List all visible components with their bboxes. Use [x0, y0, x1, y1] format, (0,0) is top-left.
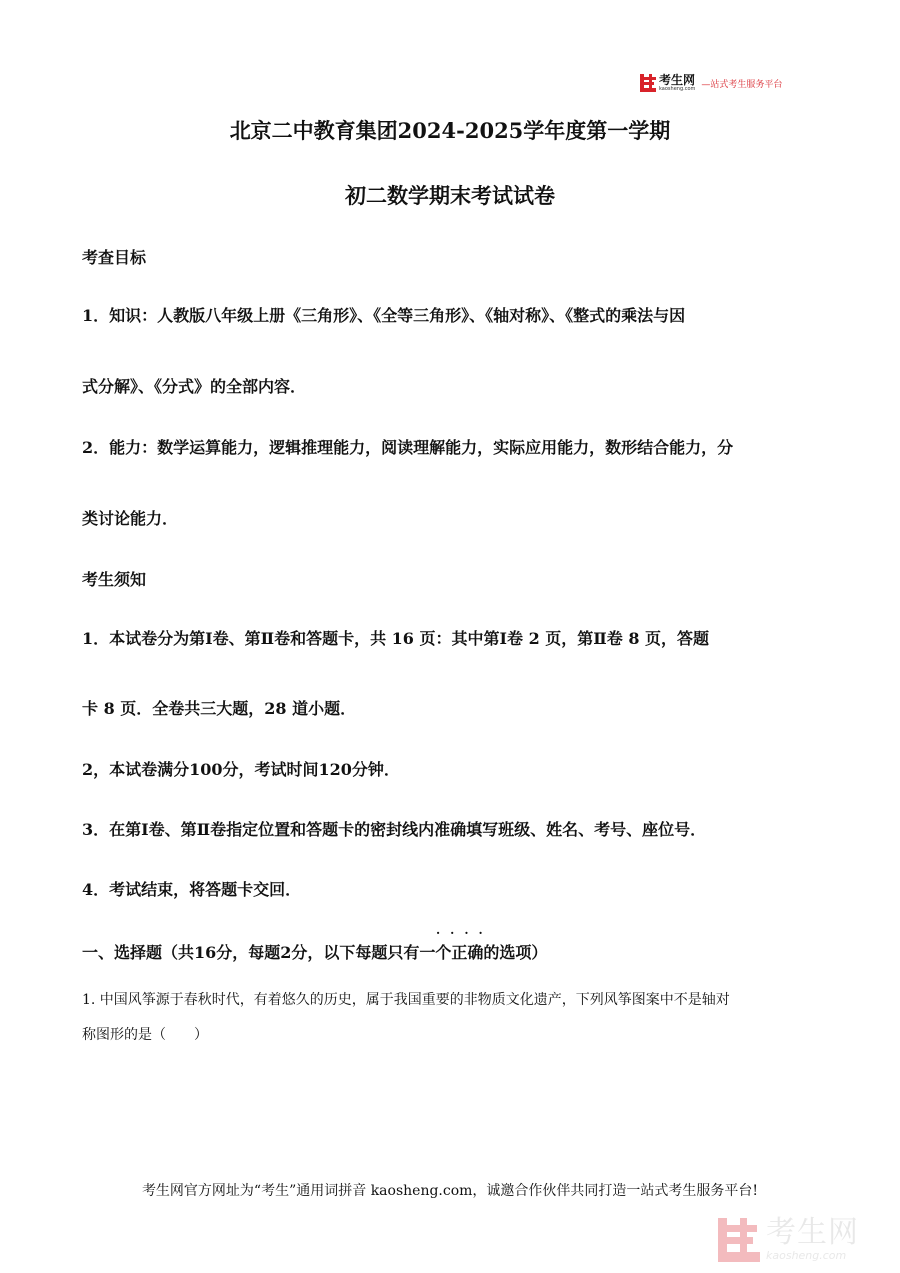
- logo-slogan: —站式考生服务平台: [701, 79, 783, 90]
- header-logo: [640, 72, 782, 94]
- watermark: [718, 1215, 859, 1262]
- watermark-name: 考生网: [766, 1215, 859, 1250]
- logo-name: 考生网: [659, 73, 696, 87]
- objective-item-1b: 式分解》、《分式》的全部内容．: [82, 377, 307, 396]
- watermark-logo-icon: [718, 1218, 760, 1262]
- notice-item-4: 4．考试结束，将答题卡交回．: [82, 880, 302, 899]
- objective-item-1a: 1．知识：人教版八年级上册《三角形》、《全等三角形》、《轴对称》、《整式的乘法与因: [82, 306, 686, 325]
- objectives-heading: 考查目标: [82, 248, 147, 267]
- question-1-line1: 1. 中国风筝源于春秋时代，有着悠久的历史，属于我国重要的非物质文化遗产，下列风筝图案中不是轴对: [82, 992, 730, 1008]
- section1-heading: 一、选择题（共16分，每题2分，以下每题只有一个正确的选项）: [82, 943, 548, 962]
- question-1-line2: 称图形的是（ ）: [82, 1027, 208, 1043]
- notice-heading: 考生须知: [82, 570, 147, 589]
- kaosheng-logo-icon: [640, 74, 656, 92]
- footer-text: 考生网官方网址为“考生”通用词拼音 kaosheng.com，诚邀合作伙伴共同打造一站式考生服务平台!: [141, 1183, 759, 1199]
- notice-item-2: 2，本试卷满分100分，考试时间120分钟．: [82, 760, 400, 779]
- exam-title-line1: 北京二中教育集团2024-2025学年度第一学期: [229, 118, 671, 143]
- objective-item-2a: 2．能力：数学运算能力，逻辑推理能力，阅读理解能力，实际应用能力，数形结合能力，分: [82, 438, 734, 457]
- exam-title-line2: 初二数学期末考试试卷: [345, 183, 555, 208]
- notice-item-1b: 卡 8 页．全卷共三大题，28 道小题．: [82, 699, 357, 718]
- logo-domain: kaosheng.com: [659, 86, 696, 92]
- watermark-domain: kaosheng.com: [766, 1249, 847, 1262]
- notice-item-1a: 1．本试卷分为第Ⅰ卷、第Ⅱ卷和答题卡，共 16 页：其中第Ⅰ卷 2 页，第Ⅱ卷 8 页，答题: [82, 629, 710, 648]
- objective-item-2b: 类讨论能力．: [82, 509, 179, 528]
- notice-item-3: 3．在第Ⅰ卷、第Ⅱ卷指定位置和答题卡的密封线内准确填写班级、姓名、考号、座位号．: [82, 820, 707, 839]
- emphasis-dots: ····: [436, 926, 493, 940]
